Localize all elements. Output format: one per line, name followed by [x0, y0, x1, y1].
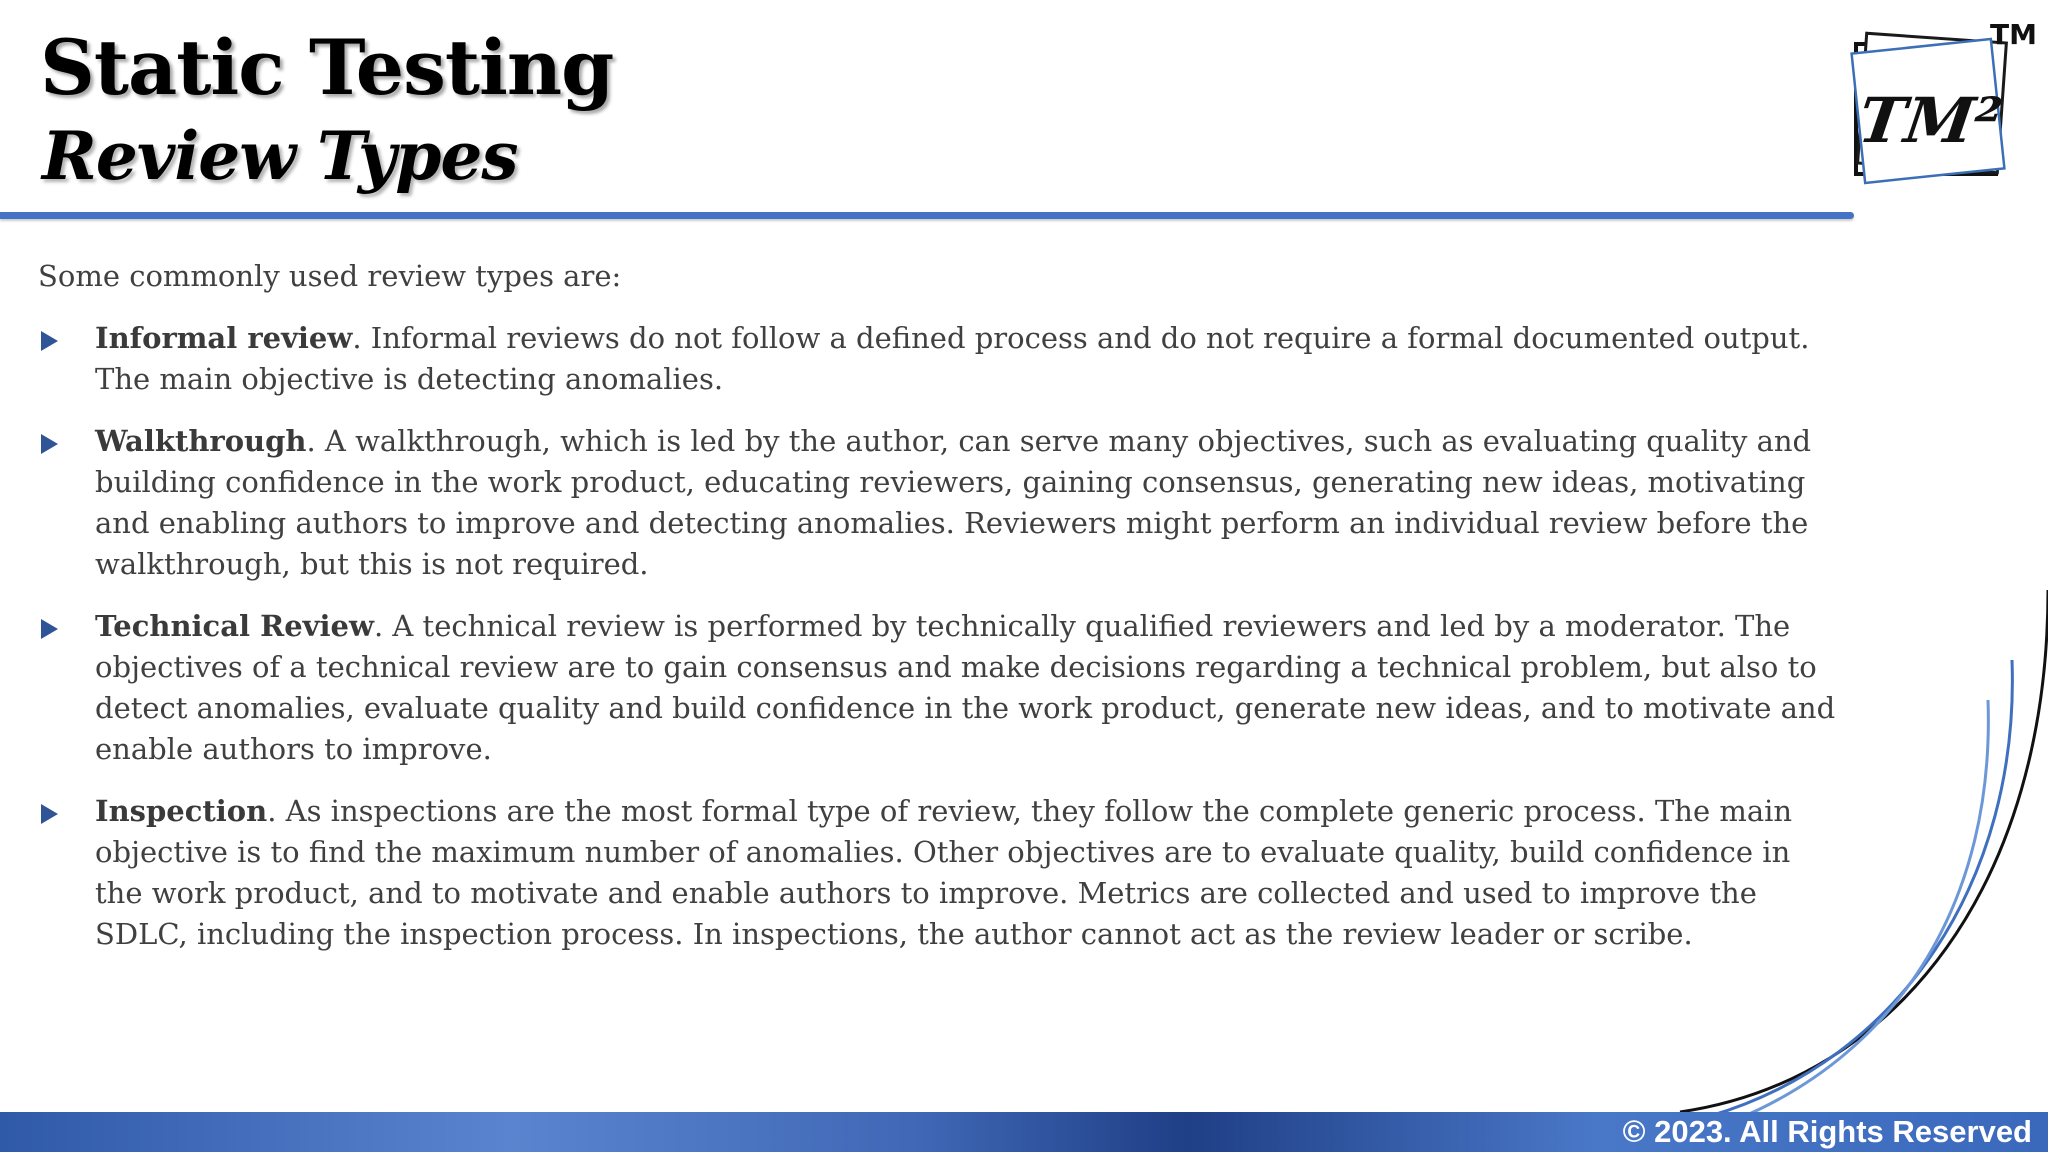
triangle-bullet-icon — [41, 434, 58, 454]
list-item-inspection — [38, 791, 1838, 955]
tm2-logo — [1840, 30, 2040, 200]
description-inspection: . As inspections are the most formal type of review, they follow the complete generic process. The main objective is to find the maximum number of anomalies. Other objectives are to evaluate quality, build confidence in the work product, and to motivate and enable authors to improve. Metrics are collected and used to improve the SDLC, including the inspection process. In inspections, the author cannot act as the review leader or scribe. — [95, 794, 1793, 951]
description-walkthrough: . A walkthrough, which is led by the author, can serve many objectives, such as evaluating quality and building confidence in the work product, educating reviewers, gaining consensus, generating new ideas, motivating and enabling authors to improve and detecting anomalies. Reviewers might perform an individual review before the walkthrough, but this is not required. — [95, 424, 1812, 581]
description-technical-review: . A technical review is performed by technically qualified reviewers and led by a moderator. The objectives of a technical review are to gain consensus and make decisions regarding a technical problem, but also to detect anomalies, evaluate quality and build confidence in the work product, generate new ideas, and to motivate and enable authors to improve. — [95, 609, 1836, 766]
term-technical-review: Technical Review — [95, 609, 374, 643]
intro-text: Some commonly used review types are: — [38, 259, 622, 293]
description-informal-review: . Informal reviews do not follow a defined process and do not require a formal documented output. The main objective is detecting anomalies. — [95, 321, 1810, 396]
copyright-text: © 2023. All Rights Reserved — [1622, 1114, 2032, 1149]
list-item-walkthrough — [38, 421, 1838, 585]
slide-subtitle: Review Types — [42, 117, 518, 195]
triangle-bullet-icon — [41, 804, 58, 824]
triangle-bullet-icon — [41, 619, 58, 639]
term-inspection: Inspection — [95, 794, 268, 828]
trademark-symbol: TM — [1990, 18, 2037, 51]
review-types-list — [38, 318, 1838, 976]
triangle-bullet-icon — [41, 331, 58, 351]
list-item-informal-review — [38, 318, 1838, 400]
logo-text: TM² — [1854, 84, 2007, 157]
list-item-technical-review — [38, 606, 1838, 770]
slide-title: Static Testing — [40, 23, 614, 112]
term-informal-review: Informal review — [95, 321, 353, 355]
decorative-curves — [1650, 580, 2048, 1120]
header-divider — [0, 212, 1854, 219]
term-walkthrough: Walkthrough — [95, 424, 307, 458]
